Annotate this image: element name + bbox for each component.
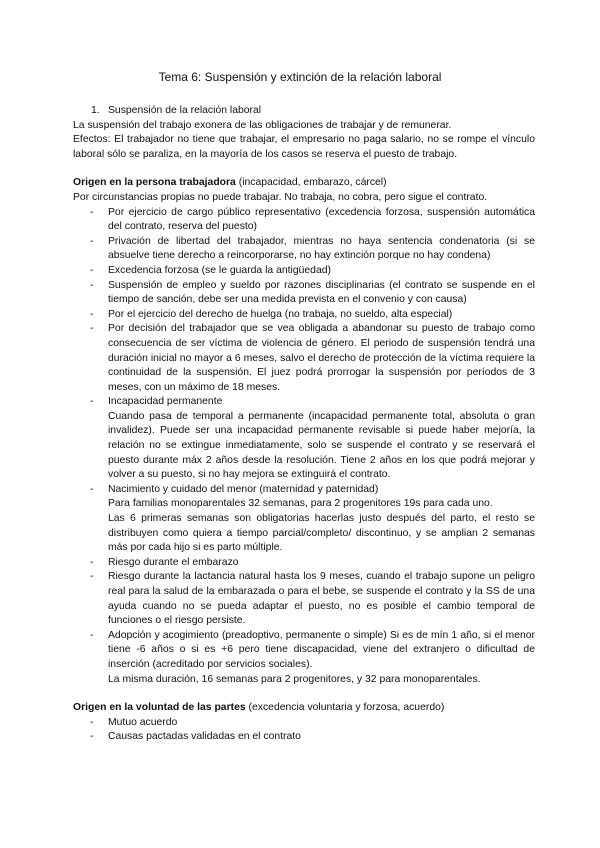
origen-partes-title: Origen en la voluntad de las partes — [73, 702, 246, 714]
list-item-detail: Para familias monoparentales 32 semanas, para 2 progenitores 19s para cada uno. — [108, 498, 493, 510]
list-item: - Riesgo durante la lactancia natural hasta los 9 meses, cuando el trabajo supone un peligro real para la salud de la embarazada o para el bebe, se suspende el contrato y la SS de una ayuda cuando no se pueda adaptar el puesto, no es posible el cambio temporal de funciones o el riesgo persiste. — [73, 570, 535, 628]
list-item-detail: Cuando pasa de temporal a permanente (incapacidad permanente total, absoluta o gran invalidez). Puede ser una incapacidad permanente revisable si puede haber mejoría, la relación no se extingue inmediatamente, solo se suspende el contrato y se reservará el puesto durante máx 2 años desde la resolución. Tiene 2 años en los que podrá mejorar y volver a su puesto, si no hay mejora se extinguirá el contrato. — [108, 410, 535, 481]
list-item: - Mutuo acuerdo — [73, 716, 535, 731]
origen-persona-title: Origen en la persona trabajadora — [73, 177, 236, 189]
section-effects: Efectos: El trabajador no tiene que trabajar, el empresario no paga salario, no se rompe el vínculo laboral sólo se paraliza, en la mayoría de los casos se reserva el puesto de trabajo. — [73, 134, 535, 160]
list-item: - Nacimiento y cuidado del menor (maternidad y paternidad) Para familias monoparentales 32 semanas, para 2 progenitores 19s para cada uno. Las 6 primeras semanas son obligatorias hacerlas justo después del parto, el resto se distribuyen como quiera a tiempo parcial/completo/ discontinuo, y se amplian 2 semanas más por cada hijo si es parto múltiple. — [73, 483, 535, 556]
section-intro: La suspensión del trabajo exonera de las obligaciones de trabajar y de remunerar. — [73, 119, 452, 131]
page-title: Tema 6: Suspensión y extinción de la relación laboral — [158, 70, 442, 84]
list-item-detail: La misma duración, 16 semanas para 2 progenitores, y 32 para monoparentales. — [108, 673, 481, 685]
origen-partes-heading — [73, 701, 535, 716]
document-body — [73, 104, 535, 745]
origen-persona-intro: Por circunstancias propias no puede trabajar. No trabaja, no cobra, pero sigue el contrato. — [73, 191, 488, 203]
list-item-detail: Las 6 primeras semanas son obligatorias hacerlas justo después del parto, el resto se distribuyen como quiera a tiempo parcial/completo/ discontinuo, y se amplian 2 semanas más por cada hijo si es parto múltiple. — [108, 513, 535, 554]
origen-partes-list — [73, 716, 535, 745]
section-heading-text: Suspensión de la relación laboral — [108, 105, 262, 116]
origen-persona-list — [73, 206, 535, 688]
origen-partes-title-suffix: (excedencia voluntaria y forzosa, acuerdo) — [245, 702, 445, 714]
list-item: - Privación de libertad del trabajador, mientras no haya sentencia condenatoria (si se absuelve tiene derecho a reincorporarse, no hay extinción porque no hay condena) — [73, 235, 535, 264]
section-heading — [91, 104, 535, 119]
origen-persona-title-suffix: (incapacidad, embarazo, cárcel) — [235, 177, 387, 189]
list-item: - Por ejercicio de cargo público representativo (excedencia forzosa, suspensión automática del contrato, reserva del puesto) — [73, 206, 535, 235]
list-item: - Riesgo durante el embarazo — [73, 556, 535, 571]
section-number: 1. — [91, 105, 100, 116]
origen-persona-heading — [73, 176, 535, 191]
list-item: - Suspensión de empleo y sueldo por razones disciplinarias (el contrato se suspende en el tiempo de sanción, debe ser una medida prevista en el convenio y con causa) — [73, 279, 535, 308]
list-item: - Causas pactadas validadas en el contrato — [73, 730, 535, 745]
list-item: - Excedencia forzosa (se le guarda la antigüedad) — [73, 264, 535, 279]
list-item: - Por decisión del trabajador que se vea obligada a abandonar su puesto de trabajo como consecuencia de ser víctima de violencia de género. El periodo de suspensión tendrá una duración inicial no mayor a 6 meses, salvo el derecho de protección de la víctima requiere la continuidad de la suspensión. El juez podrá prorrogar la suspensión por períodos de 3 meses, con un máximo de 18 meses. — [73, 322, 535, 395]
list-item: - Adopción y acogimiento (preadoptivo, permanente o simple) Si es de mín 1 año, si el menor tiene -6 años o si es +6 pero tiene discapacidad, viene del extranjero o dificultad de inserción (acreditado por servicios sociales). La misma duración, 16 semanas para 2 progenitores, y 32 para monoparentales. — [73, 629, 535, 687]
list-item: - Incapacidad permanente Cuando pasa de temporal a permanente (incapacidad permanente total, absoluta o gran invalidez). Puede ser una incapacidad permanente revisable si puede haber mejoría, la relación no se extingue inmediatamente, solo se suspende el contrato y se reservará el puesto durante máx 2 años desde la resolución. Tiene 2 años en los que podrá mejorar y volver a su puesto, si no hay mejora se extinguirá el contrato. — [73, 395, 535, 483]
list-item: - Por el ejercicio del derecho de huelga (no trabaja, no sueldo, alta especial) — [73, 308, 535, 323]
